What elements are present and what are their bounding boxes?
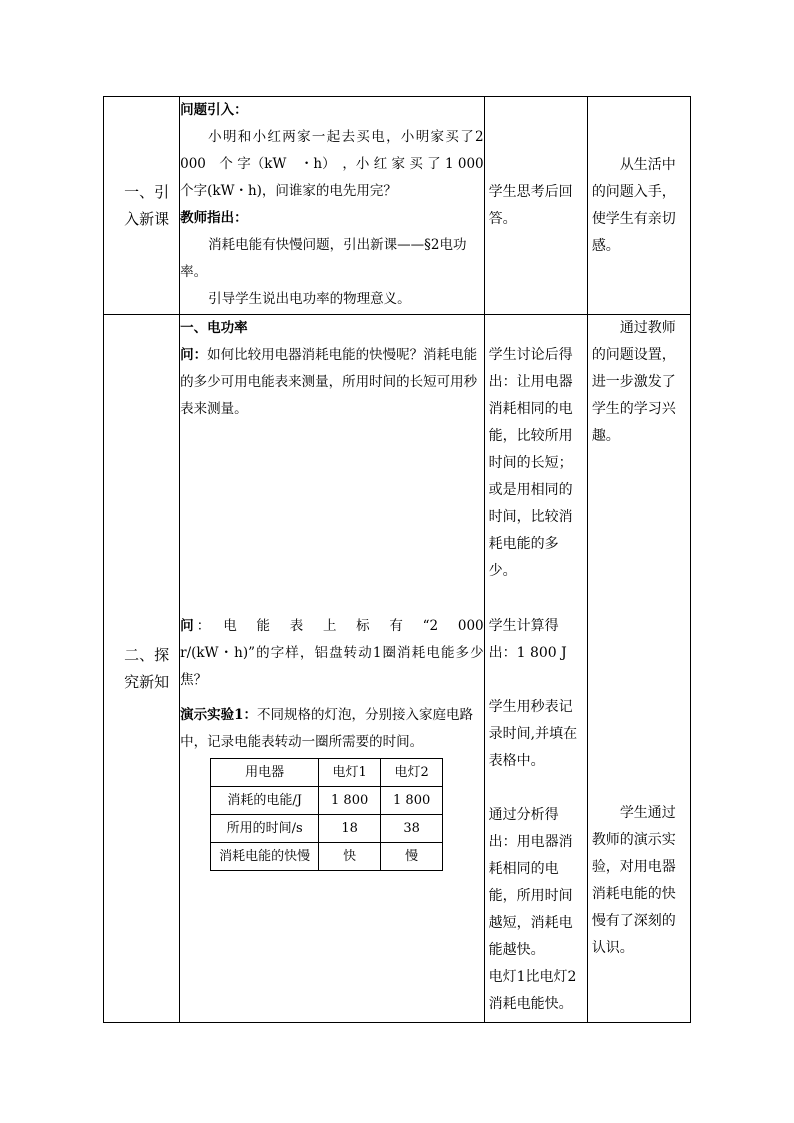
row-introduction: [104, 97, 691, 315]
table-cell: 消耗电能的快慢: [211, 843, 319, 871]
student-response: 通过分析得出：用电器消耗相同的电能，所用时间越短，消耗电能越快。: [488, 807, 573, 958]
table-cell: 慢: [381, 843, 443, 871]
design-note: 通过教师的问题设置，进一步激发了学生的学习兴趣。: [591, 320, 676, 444]
header-cell: 电灯1: [319, 759, 381, 787]
design-note: 学生通过教师的演示实验，对用电器消耗电能的快慢有了深刻的认识。: [591, 805, 676, 956]
section-heading: 问题引入：: [180, 102, 248, 118]
stage-cell: [104, 315, 180, 1023]
table-cell: 所用的时间/s: [211, 815, 319, 843]
question-1: [180, 342, 484, 423]
experiment-header-row: [211, 759, 443, 787]
section-heading: 一、电功率: [180, 320, 248, 336]
teacher-heading: 教师指出：: [180, 210, 248, 226]
student-response: 学生思考后回答。: [488, 183, 573, 227]
design-note-cell: [587, 97, 690, 315]
new-lesson-paragraph: 消耗电能有快慢问题，引出新课——§2电功率。: [180, 237, 467, 280]
experiment-row: [211, 815, 443, 843]
teacher-activity-cell: [180, 97, 485, 315]
experiment-row: [211, 787, 443, 815]
student-activity-cell: [484, 97, 587, 315]
question-2: [180, 613, 484, 694]
student-activity-cell: [484, 315, 587, 1023]
student-response: 学生讨论后得出：让用电器消耗相同的电能，比较所用时间的长短；或是用相同的时间，比较消耗电能的多少。: [488, 347, 573, 579]
design-note: 从生活中的问题入手，使学生有亲切感。: [591, 156, 676, 254]
student-response: 电灯1比电灯2消耗电能快。: [488, 969, 577, 1012]
intro-paragraph: 小明和小红两家一起去买电，小明家买了2 000 个 字（kW ・h） ，小 红 家 买 了 1 000个字(kW・h)，问谁家的电先用完？: [180, 129, 484, 199]
lesson-plan-table: [103, 96, 691, 1023]
table-cell: 快: [319, 843, 381, 871]
header-cell: 用电器: [211, 759, 319, 787]
demo-experiment: [180, 702, 484, 756]
row-explore: [104, 315, 691, 1023]
stage-label: 一、引入新课: [124, 182, 170, 228]
table-cell: 消耗的电能/J: [211, 787, 319, 815]
table-cell: 38: [381, 815, 443, 843]
question-label: 问: [180, 618, 197, 634]
demo-text: 不同规格的灯泡，分别接入家庭电路中，记录电能表转动一圈所需要的时间。: [180, 707, 474, 750]
question-text: 如何比较用电器消耗电能的快慢呢？消耗电能的多少可用电能表来测量，所用时间的长短可用秒表来测量。: [180, 347, 478, 417]
design-note-cell: [587, 315, 690, 1023]
student-response: 学生计算得出：1 800 J: [488, 618, 567, 661]
experiment-table: [210, 758, 443, 871]
table-cell: 1 800: [381, 787, 443, 815]
stage-label: 二、探究新知: [124, 645, 170, 691]
table-cell: 18: [319, 815, 381, 843]
guidance-paragraph: 引导学生说出电功率的物理意义。: [208, 291, 411, 307]
header-cell: 电灯2: [381, 759, 443, 787]
student-response: 学生用秒表记录时间,并填在表格中。: [488, 699, 578, 769]
experiment-row: [211, 843, 443, 871]
table-cell: 1 800: [319, 787, 381, 815]
demo-label: 演示实验1：: [180, 707, 258, 723]
question-label: 问：: [180, 347, 208, 363]
question-text: ： 电 能 表 上 标 有 “2 000 r/(kW・h)”的字样，铝盘转动1圈消耗电能多少焦？: [180, 618, 484, 688]
teacher-activity-cell: [180, 315, 485, 1023]
stage-cell: [104, 97, 180, 315]
